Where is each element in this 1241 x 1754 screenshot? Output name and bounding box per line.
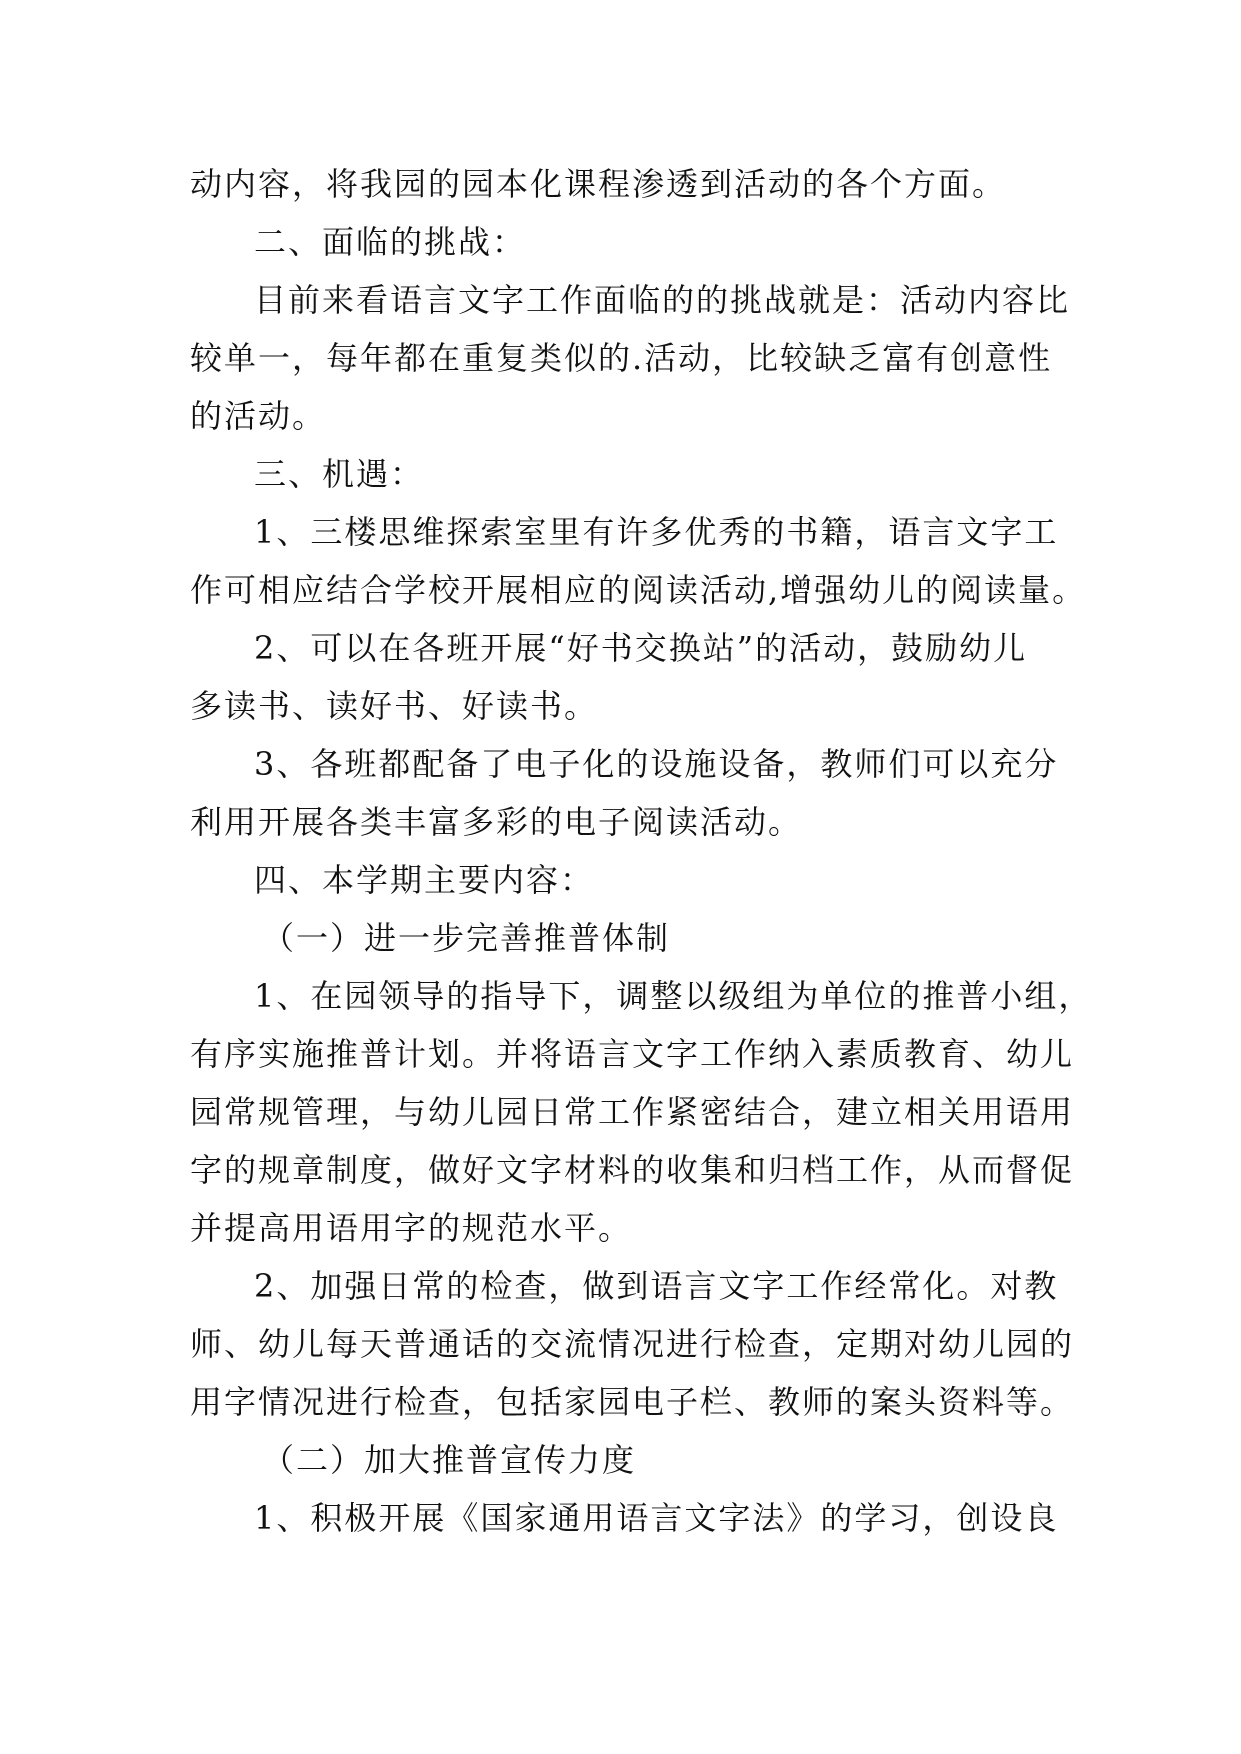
body-text-line: 2、可以在各班开展“好书交换站”的活动，鼓励幼儿	[254, 629, 1028, 667]
section-heading-main-content: 四、本学期主要内容：	[254, 861, 595, 899]
body-text-line: 1、在园领导的指导下，调整以级组为单位的推普小组，	[254, 977, 1093, 1015]
section-heading-challenges: 二、面临的挑战：	[254, 223, 527, 261]
body-text-line: 多读书、读好书、好读书。	[190, 687, 599, 725]
subsection-heading-publicity: （二）加大推普宣传力度	[262, 1441, 637, 1479]
body-text-line: 师、幼儿每天普通话的交流情况进行检查，定期对幼儿园的	[190, 1325, 1075, 1363]
body-text-line: 动内容，将我园的园本化课程渗透到活动的各个方面。	[190, 165, 1007, 203]
body-text-line: 园常规管理，与幼儿园日常工作紧密结合，建立相关用语用	[190, 1093, 1075, 1131]
body-text-line: 目前来看语言文字工作面临的的挑战就是：活动内容比	[254, 281, 1071, 319]
body-text-line: 的活动。	[190, 397, 327, 435]
body-text-line: 并提高用语用字的规范水平。	[190, 1209, 633, 1247]
body-text-line: 1、三楼思维探索室里有许多优秀的书籍，语言文字工	[254, 513, 1059, 551]
body-text-line: 有序实施推普计划。并将语言文字工作纳入素质教育、幼儿	[190, 1035, 1075, 1073]
body-text-line: 作可相应结合学校开展相应的阅读活动,增强幼儿的阅读量。	[190, 571, 1087, 609]
body-text-line: 1、积极开展《国家通用语言文字法》的学习，创设良	[254, 1499, 1059, 1537]
section-heading-opportunities: 三、机遇：	[254, 455, 425, 493]
body-text-line: 利用开展各类丰富多彩的电子阅读活动。	[190, 803, 803, 841]
subsection-heading-system: （一）进一步完善推普体制	[262, 919, 671, 957]
body-text-line: 用字情况进行检查，包括家园电子栏、教师的案头资料等。	[190, 1383, 1075, 1421]
body-text-line: 字的规章制度，做好文字材料的收集和归档工作，从而督促	[190, 1151, 1075, 1189]
body-text-line: 较单一，每年都在重复类似的.活动，比较缺乏富有创意性	[190, 339, 1053, 377]
body-text-line: 3、各班都配备了电子化的设施设备，教师们可以充分	[254, 745, 1059, 783]
body-text-line: 2、加强日常的检查，做到语言文字工作经常化。对教	[254, 1267, 1059, 1305]
